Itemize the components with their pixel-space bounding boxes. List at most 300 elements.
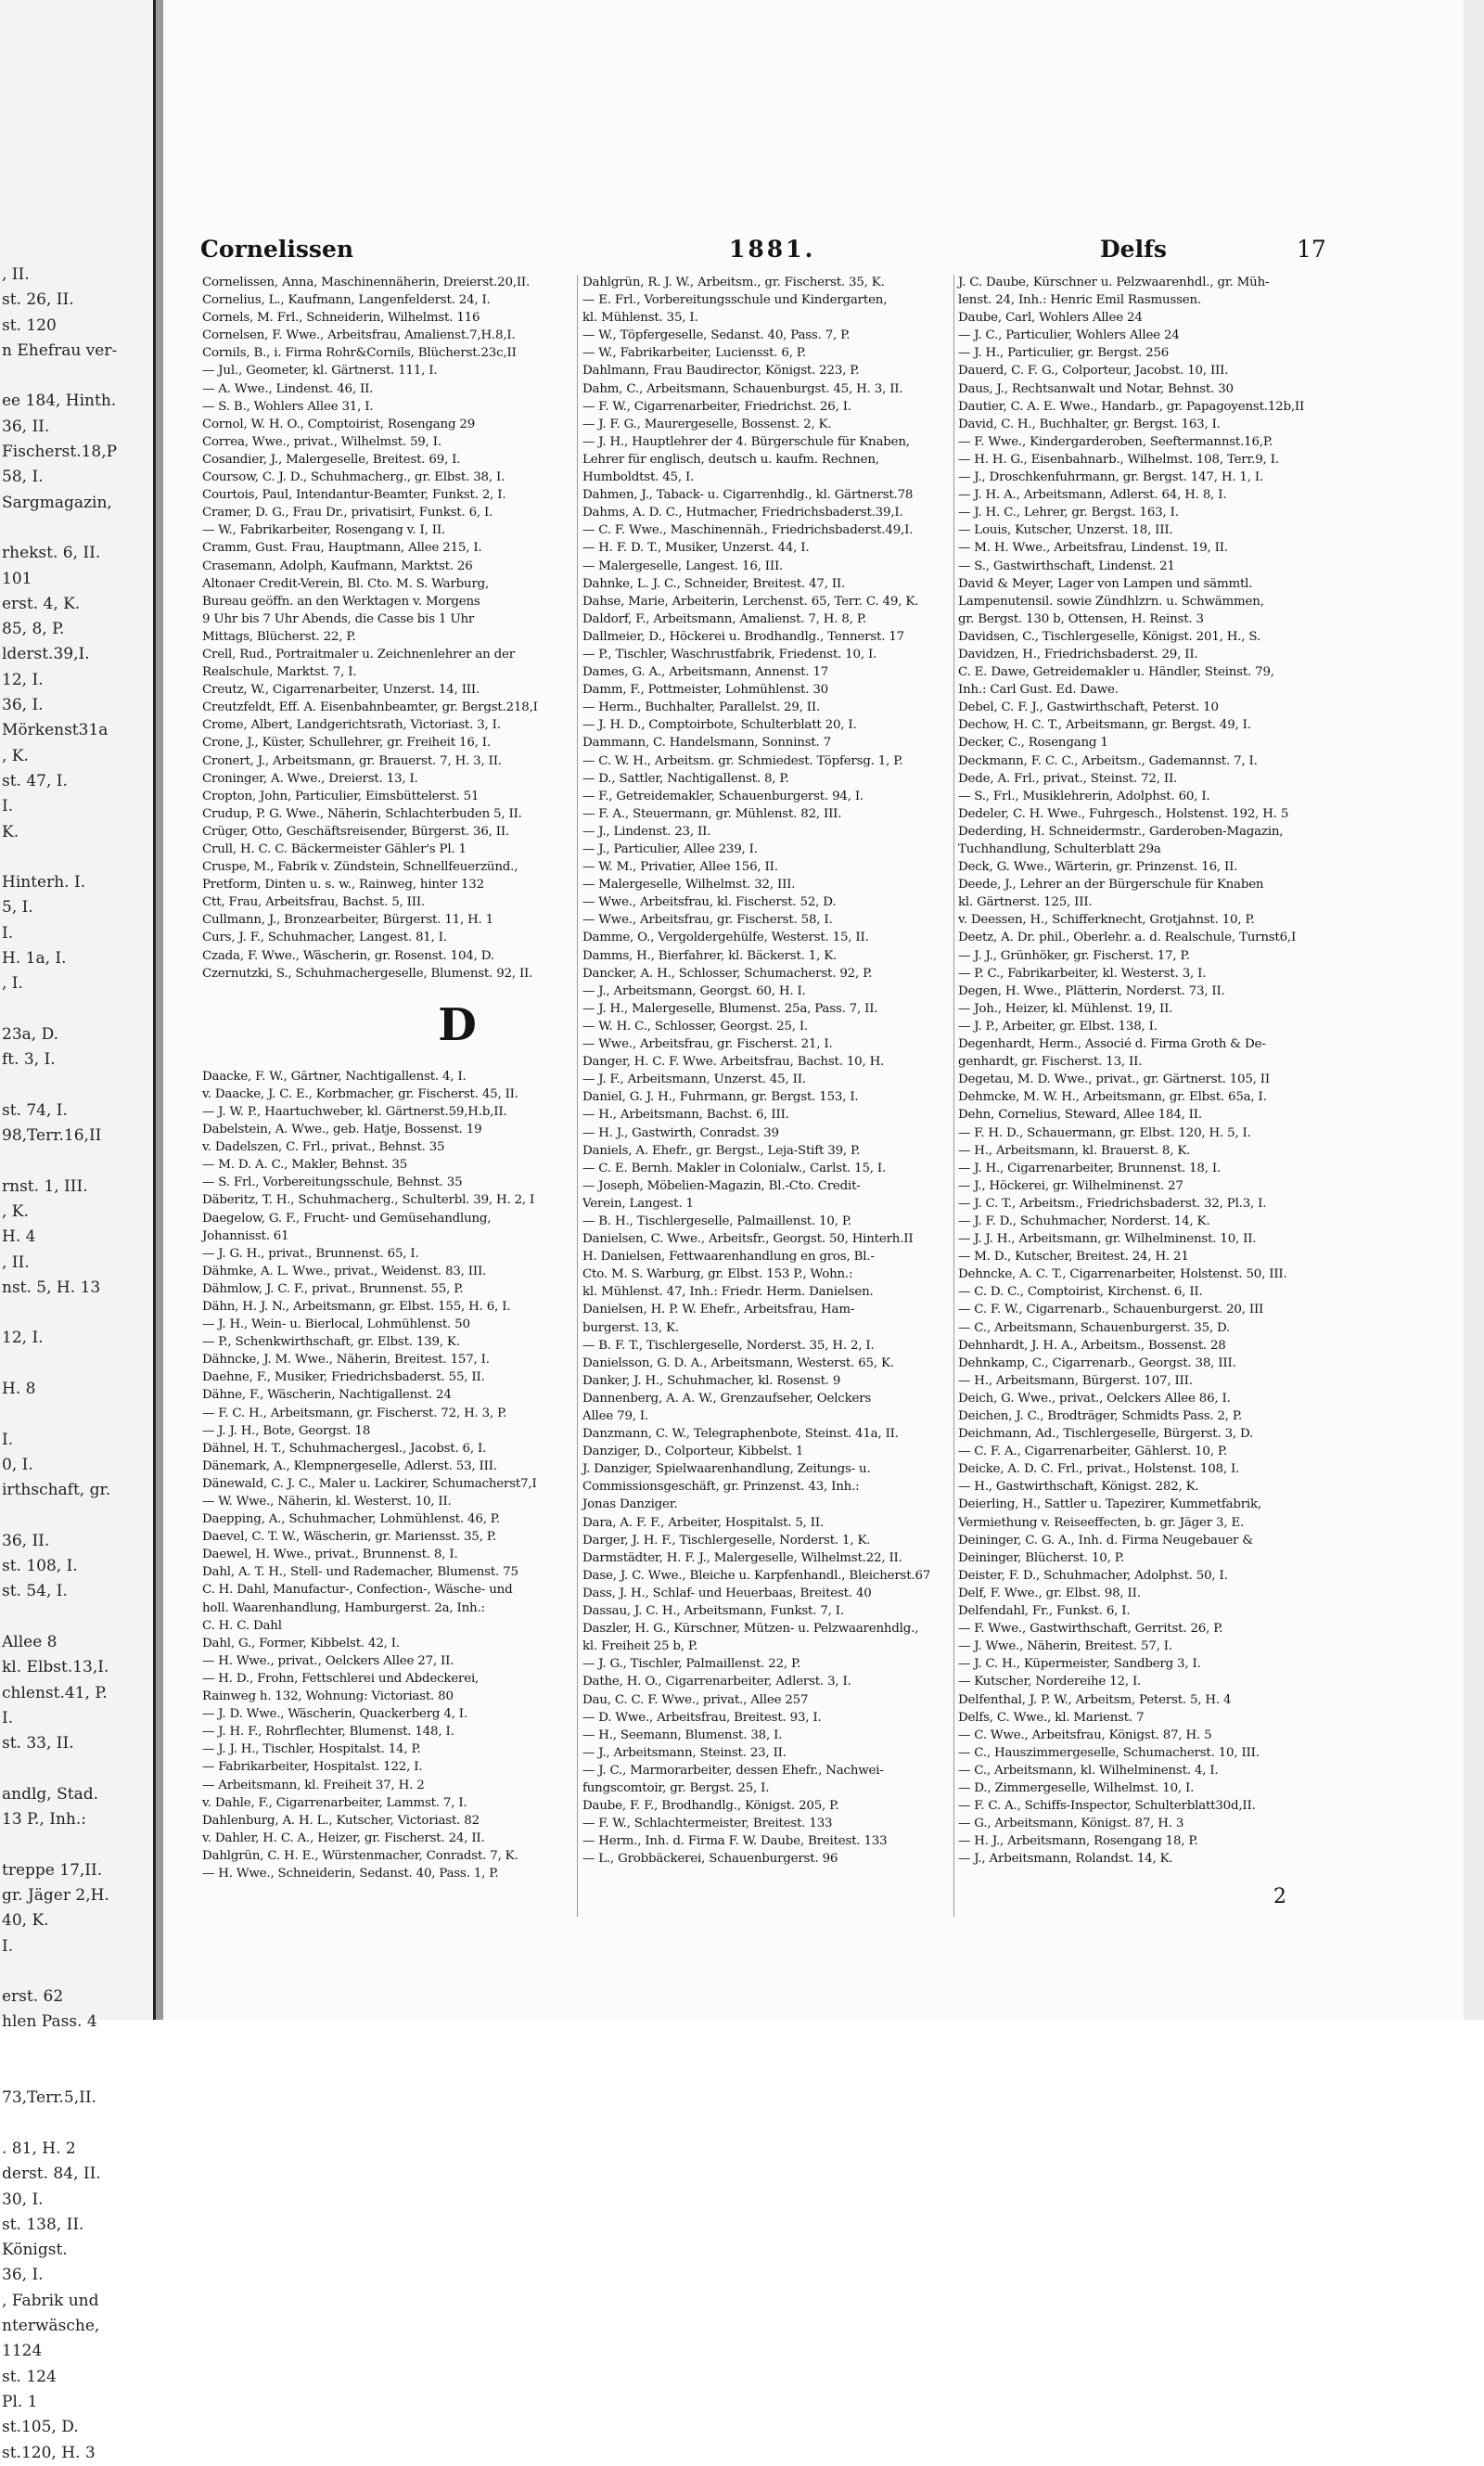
directory-entry: Tuchhandlung, Schulterblatt 29a: [958, 842, 1161, 856]
directory-entry: Johannisst. 61: [202, 1228, 289, 1243]
directory-entry: David, C. H., Buchhalter, gr. Bergst. 163, I.: [958, 417, 1221, 431]
directory-entry: Deetz, A. Dr. phil., Oberlehr. a. d. Realschule, Turnst6,I: [958, 931, 1297, 945]
previous-page-line: st.105, D.: [2, 2418, 79, 2437]
directory-entry: Dass, J. H., Schlaf- und Heuerbaas, Breitest. 40: [582, 1586, 872, 1600]
directory-entry: — H., Arbeitsmann, Bachst. 6, III.: [582, 1108, 789, 1123]
directory-entry: — J. H. D., Comptoirbote, Schulterblatt 20, I.: [582, 718, 857, 733]
directory-entry: — J. G., Tischler, Palmaillenst. 22, P.: [582, 1657, 801, 1672]
directory-entry: — J., Höckerei, gr. Wilhelminenst. 27: [958, 1178, 1183, 1193]
directory-entry: — Joh., Heizer, kl. Mühlenst. 19, II.: [958, 1001, 1173, 1016]
directory-entry: — S., Gastwirthschaft, Lindenst. 21: [958, 559, 1175, 573]
previous-page-line: [0, 1073, 117, 1098]
directory-entry: — J. H., Particulier, gr. Bergst. 256: [958, 346, 1170, 361]
directory-entry: — C., Arbeitsmann, Schauenburgerst. 35, D.: [958, 1320, 1231, 1335]
directory-entry: — W. Wwe., Näherin, kl. Westerst. 10, II.: [202, 1495, 452, 1509]
directory-entry: Däberitz, T. H., Schuhmacherg., Schulterbl. 39, H. 2, I: [202, 1193, 535, 1208]
directory-entry: — J. J., Grünhöker, gr. Fischerst. 17, P.: [958, 948, 1190, 963]
directory-entry: — J., Arbeitsmann, Steinst. 23, II.: [582, 1745, 787, 1760]
directory-entry: — P., Schenkwirthschaft, gr. Elbst. 139, K.: [202, 1335, 460, 1350]
directory-entry: — J. C. T., Arbeitsm., Friedrichsbaderst. 32, Pl.3, I.: [958, 1196, 1267, 1211]
directory-entry: — Wwe., Arbeitsfrau, kl. Fischerst. 52, D.: [582, 895, 837, 910]
directory-entry: — C. E. Bernh. Makler in Colonialw., Carlst. 15, I.: [582, 1161, 887, 1175]
directory-entry: Jonas Danziger.: [582, 1497, 678, 1512]
directory-entry: Dauerd, C. F. G., Colporteur, Jacobst. 10, III.: [958, 364, 1229, 379]
previous-page-line: hlen Pass. 4: [2, 2012, 97, 2032]
directory-entry: — E. Frl., Vorbereitungsschule und Kindergarten,: [582, 293, 888, 308]
directory-entry: — M. D. A. C., Makler, Behnst. 35: [202, 1158, 408, 1173]
directory-entry: — J., Droschkenfuhrmann, gr. Bergst. 147, H. 1, I.: [958, 470, 1264, 485]
previous-page-fragment: [0, 0, 156, 2462]
directory-entry: — P., Tischler, Waschrustfabrik, Friedenst. 10, I.: [582, 647, 877, 661]
directory-entry: Daniel, G. J. H., Fuhrmann, gr. Bergst. 153, I.: [582, 1090, 859, 1105]
directory-page: [163, 0, 1484, 2020]
previous-page-line: Fischerst.18,P: [2, 443, 118, 462]
directory-entry: Croninger, A. Wwe., Dreierst. 13, I.: [202, 771, 418, 786]
directory-entry: Dahlgrün, C. H. E., Würstenmacher, Conradst. 7, K.: [202, 1848, 518, 1863]
previous-page-line: [0, 1301, 117, 1326]
directory-entry: Dehncke, A. C. T., Cigarrenarbeiter, Holstenst. 50, III.: [958, 1267, 1287, 1282]
previous-page-line: 1124: [2, 2342, 43, 2361]
directory-entry: Cramm, Gust. Frau, Hauptmann, Allee 215, I.: [202, 541, 482, 556]
directory-entry: — F. C. A., Schiffs-Inspector, Schulterblatt30d,II.: [958, 1799, 1256, 1814]
directory-entry: — Kutscher, Nordereihe 12, I.: [958, 1675, 1142, 1689]
directory-entry: Dähne, F., Wäscherin, Nachtigallenst. 24: [202, 1388, 452, 1403]
directory-entry: genhardt, gr. Fischerst. 13, II.: [958, 1055, 1143, 1070]
directory-entry: Dahnke, L. J. C., Schneider, Breitest. 47, II.: [582, 576, 846, 591]
directory-entry: — J. H. F., Rohrflechter, Blumenst. 148, I.: [202, 1725, 454, 1740]
directory-entry: Deck, G. Wwe., Wärterin, gr. Prinzenst. 16, II.: [958, 860, 1238, 875]
previous-page-line: 23a, D.: [2, 1024, 59, 1044]
column-3: [958, 274, 1318, 1972]
directory-entry: — J. W. P., Haartuchweber, kl. Gärtnerst.59,H.b,II.: [202, 1104, 507, 1119]
directory-entry: Daube, Carl, Wohlers Allee 24: [958, 311, 1143, 326]
directory-entry: — C. W. H., Arbeitsm. gr. Schmiedest. Töpfersg. 1, P.: [582, 753, 903, 768]
directory-entry: Curs, J. F., Schuhmacher, Langest. 81, I.: [202, 931, 447, 945]
directory-entry: Daepping, A., Schuhmacher, Lohmühlenst. 46, P.: [202, 1512, 500, 1527]
previous-page-line: [0, 516, 117, 541]
directory-entry: — D., Zimmergeselle, Wilhelmst. 10, I.: [958, 1780, 1195, 1795]
previous-page-line: st. 108, I.: [2, 1557, 78, 1576]
directory-entry: Cornelius, L., Kaufmann, Langenfelderst. 24, I.: [202, 293, 491, 308]
directory-entry: — M. D., Kutscher, Breitest. 24, H. 21: [958, 1250, 1189, 1265]
previous-page-line: Sargmagazin,: [2, 493, 112, 512]
directory-entry: — C., Arbeitsmann, kl. Wilhelminenst. 4, I.: [958, 1763, 1219, 1778]
previous-page-line: [0, 1605, 117, 1630]
previous-page-line: st. 47, I.: [2, 771, 68, 790]
directory-entry: — H. D., Frohn, Fettschlerei und Abdeckerei,: [202, 1671, 480, 1686]
directory-entry: — J. D. Wwe., Wäscherin, Quackerberg 4, I.: [202, 1707, 467, 1722]
directory-entry: Rainweg h. 132, Wohnung: Victoriast. 80: [202, 1689, 454, 1704]
directory-entry: Darmstädter, H. F. J., Malergeselle, Wilhelmst.22, II.: [582, 1550, 902, 1565]
directory-entry: Damms, H., Bierfahrer, kl. Bäckerst. 1, K.: [582, 948, 838, 963]
directory-entry: Commissionsgeschäft, gr. Prinzenst. 43, Inh.:: [582, 1480, 860, 1495]
previous-page-line: 73,Terr.5,II.: [2, 2088, 96, 2108]
previous-page-line: lderst.39,I.: [2, 645, 90, 664]
directory-entry: — B. H., Tischlergeselle, Palmaillenst. 10, P.: [582, 1214, 851, 1228]
previous-page-line: , K.: [2, 1201, 29, 1221]
directory-entry: kl. Mühlenst. 35, I.: [582, 311, 698, 326]
directory-entry: — J. H. A., Arbeitsmann, Adlerst. 64, H. 8, I.: [958, 488, 1227, 503]
previous-page-line: Hinterh. I.: [2, 873, 86, 893]
previous-page-line: erst. 4, K.: [2, 594, 81, 613]
directory-entry: Danielsson, G. D. A., Arbeitsmann, Westerst. 65, K.: [582, 1355, 894, 1370]
directory-entry: — C. D. C., Comptoirist, Kirchenst. 6, II.: [958, 1285, 1203, 1300]
previous-page-line: Königst.: [2, 2241, 68, 2260]
previous-page-line: irthschaft, gr.: [2, 1481, 111, 1500]
previous-page-line: , II.: [2, 1252, 30, 1272]
previous-page-line: ee 184, Hinth.: [2, 392, 117, 411]
directory-entry: — Louis, Kutscher, Unzerst. 18, III.: [958, 523, 1173, 538]
directory-entry: Dahlenburg, A. H. L., Kutscher, Victoriast. 82: [202, 1813, 480, 1828]
directory-entry: — C. Wwe., Arbeitsfrau, Königst. 87, H. 5: [958, 1727, 1212, 1742]
directory-entry: — J. J. H., Tischler, Hospitalst. 14, P.: [202, 1742, 421, 1757]
directory-entry: Vermiethung v. Reiseeffecten, b. gr. Jäger 3, E.: [958, 1515, 1245, 1530]
directory-entry: — H. H. G., Eisenbahnarb., Wilhelmst. 108, Terr.9, I.: [958, 452, 1279, 467]
directory-entry: — Malergeselle, Wilhelmst. 32, III.: [582, 878, 796, 893]
directory-entry: Damme, O., Vergoldergehülfe, Westerst. 15, II.: [582, 931, 869, 945]
directory-entry: Dannenberg, A. A. W., Grenzaufseher, Oelckers: [582, 1391, 872, 1406]
previous-page-line: [0, 1149, 117, 1174]
directory-entry: Dänewald, C. J. C., Maler u. Lackirer, Schumacherst7,I: [202, 1476, 537, 1491]
directory-entry: Dederding, H. Schneidermstr., Garderoben-Magazin,: [958, 824, 1284, 839]
previous-page-line: 98,Terr.16,II: [2, 1126, 102, 1146]
previous-page-line: 30, I.: [2, 2190, 44, 2209]
directory-entry: — Malergeselle, Langest. 16, III.: [582, 559, 784, 573]
directory-entry: lenst. 24, Inh.: Henric Emil Rasmussen.: [958, 293, 1201, 308]
directory-entry: Davidsen, C., Tischlergeselle, Königst. 201, H., S.: [958, 629, 1260, 644]
directory-entry: — J. G. H., privat., Brunnenst. 65, I.: [202, 1246, 419, 1261]
directory-entry: Dähncke, J. M. Wwe., Näherin, Breitest. 157, I.: [202, 1353, 490, 1368]
directory-entry: Delfendahl, Fr., Funkst. 6, I.: [958, 1604, 1131, 1619]
directory-entry: — C. F. A., Cigarrenarbeiter, Gählerst. 10, P.: [958, 1445, 1228, 1459]
previous-page-line: erst. 62: [2, 1987, 64, 2007]
directory-entry: Creutzfeldt, Eff. A. Eisenbahnbeamter, gr. Bergst.218,I: [202, 700, 538, 715]
directory-entry: Dänemark, A., Klempnergeselle, Adlerst. 53, III.: [202, 1458, 497, 1473]
directory-entry: v. Daacke, J. C. E., Korbmacher, gr. Fischerst. 45, II.: [202, 1086, 518, 1101]
previous-page-line: 0, I.: [2, 1455, 33, 1474]
book-gutter: [156, 0, 163, 2020]
directory-entry: Degenhardt, Herm., Associé d. Firma Groth & De-: [958, 1037, 1266, 1052]
directory-entry: Daewel, H. Wwe., privat., Brunnenst. 8, I.: [202, 1548, 458, 1562]
directory-entry: Cornelissen, Anna, Maschinennäherin, Dreierst.20,II.: [202, 276, 531, 289]
directory-entry: Courtois, Paul, Intendantur-Beamter, Funkst. 2, I.: [202, 488, 506, 503]
directory-entry: — W., Fabrikarbeiter, Luciensst. 6, P.: [582, 346, 806, 361]
directory-entry: Dahms, A. D. C., Hutmacher, Friedrichsbaderst.39,I.: [582, 506, 903, 520]
directory-entry: Crasemann, Adolph, Kaufmann, Marktst. 26: [202, 559, 473, 573]
directory-entry: — J., Particulier, Allee 239, I.: [582, 842, 758, 856]
directory-entry: Daszler, H. G., Kürschner, Mützen- u. Pelzwaarenhdlg.,: [582, 1622, 919, 1637]
directory-entry: Dancker, A. H., Schlosser, Schumacherst. 92, P.: [582, 966, 873, 981]
directory-entry: Dahse, Marie, Arbeiterin, Lerchenst. 65, Terr. C. 49, K.: [582, 594, 919, 609]
previous-page-line: gr. Jäger 2,H.: [2, 1886, 109, 1905]
directory-entry: Danziger, D., Colporteur, Kibbelst. 1: [582, 1445, 804, 1459]
previous-page-line: st. 74, I.: [2, 1100, 68, 1120]
directory-entry: — F. Wwe., Kindergarderoben, Seeftermannst.16,P.: [958, 434, 1273, 449]
directory-entry: Crüger, Otto, Geschäftsreisender, Bürgerst. 36, II.: [202, 824, 510, 839]
directory-entry: Dahmen, J., Taback- u. Cigarrenhdlg., kl. Gärtnerst.78: [582, 488, 914, 503]
directory-entry: kl. Mühlenst. 47, Inh.: Friedr. Herm. Danielsen.: [582, 1285, 874, 1300]
directory-entry: — W. H. C., Schlosser, Georgst. 25, I.: [582, 1019, 808, 1034]
previous-page-line: [0, 364, 117, 389]
directory-entry: David & Meyer, Lager von Lampen und sämmtl.: [958, 576, 1253, 591]
directory-entry: — H. F. D. T., Musiker, Unzerst. 44, I.: [582, 541, 810, 556]
directory-entry: Cronert, J., Arbeitsmann, gr. Brauerst. 7, H. 3, II.: [202, 753, 502, 768]
directory-entry: — J. F. G., Maurergeselle, Bossenst. 2, K.: [582, 417, 832, 431]
directory-entry: — D. Wwe., Arbeitsfrau, Breitest. 93, I.: [582, 1710, 822, 1725]
directory-entry: — Herm., Buchhalter, Parallelst. 29, II.: [582, 700, 821, 715]
previous-page-line: , I.: [2, 974, 23, 994]
previous-page-line: 12, I.: [2, 670, 44, 689]
previous-page-line: 85, 8, P.: [2, 620, 65, 639]
previous-page-line: , II.: [2, 265, 30, 284]
previous-page-line: rhekst. 6, II.: [2, 544, 101, 563]
column-1: [202, 274, 601, 1972]
directory-entry: Damm, F., Pottmeister, Lohmühlenst. 30: [582, 683, 828, 698]
directory-entry: Debel, C. F. J., Gastwirthschaft, Peterst. 10: [958, 700, 1219, 715]
directory-entry: Degen, H. Wwe., Plätterin, Norderst. 73, II.: [958, 983, 1225, 998]
directory-entry: Daldorf, F., Arbeitsmann, Amalienst. 7, H. 8, P.: [582, 611, 866, 626]
previous-page-line: [0, 1757, 117, 1782]
directory-entry: Crull, H. C. C. Bäckermeister Gähler's Pl. 1: [202, 842, 467, 856]
directory-entry: fungscomtoir, gr. Bergst. 25, I.: [582, 1780, 770, 1795]
directory-entry: Czernutzki, S., Schuhmachergeselle, Blumenst. 92, II.: [202, 966, 533, 981]
directory-entry: Dabelstein, A. Wwe., geb. Hatje, Bossenst. 19: [202, 1123, 482, 1137]
directory-entry: Dahl, G., Former, Kibbelst. 42, I.: [202, 1636, 400, 1650]
directory-entry: Degetau, M. D. Wwe., privat., gr. Gärtnerst. 105, II: [958, 1072, 1270, 1087]
previous-page-line: 36, II.: [2, 417, 50, 436]
directory-entry: — J. J. H., Arbeitsmann, gr. Wilhelminenst. 10, II.: [958, 1232, 1257, 1247]
directory-entry: — H., Seemann, Blumenst. 38, I.: [582, 1727, 783, 1742]
directory-entry: Creutz, W., Cigarrenarbeiter, Unzerst. 14, III.: [202, 683, 480, 698]
directory-entry: Dahlgrün, R. J. W., Arbeitsm., gr. Fischerst. 35, K.: [582, 276, 885, 289]
previous-page-line: [0, 1832, 117, 1857]
page-edge: [1464, 0, 1484, 2020]
directory-entry: — Wwe., Arbeitsfrau, gr. Fischerst. 58, I.: [582, 913, 833, 928]
directory-entry: — J. F. D., Schuhmacher, Norderst. 14, K.: [958, 1214, 1210, 1228]
previous-page-line: I.: [2, 1708, 14, 1727]
section-letter: D: [438, 998, 477, 1051]
directory-entry: Pretform, Dinten u. s. w., Rainweg, hinter 132: [202, 878, 484, 893]
directory-entry: Deininger, C. G. A., Inh. d. Firma Neugebauer &: [958, 1533, 1253, 1548]
previous-page-line: [0, 2061, 117, 2086]
directory-entry: Delfs, C. Wwe., kl. Marienst. 7: [958, 1710, 1145, 1725]
directory-entry: — C. F. W., Cigarrenarb., Schauenburgerst. 20, III: [958, 1303, 1264, 1317]
directory-entry: — J., Lindenst. 23, II.: [582, 824, 711, 839]
previous-page-line: [0, 1504, 117, 1529]
directory-entry: Deicke, A. D. C. Frl., privat., Holstenst. 108, I.: [958, 1462, 1240, 1477]
previous-page-line: H. 8: [2, 1380, 36, 1399]
previous-page-line: 36, II.: [2, 1531, 50, 1550]
previous-page-line: st. 124: [2, 2367, 57, 2386]
directory-entry: — C. F. Wwe., Maschinennäh., Friedrichsbaderst.49,I.: [582, 523, 914, 538]
previous-page-line: kl. Elbst.13,I.: [2, 1658, 109, 1677]
directory-entry: Danker, J. H., Schuhmacher, kl. Rosenst. 9: [582, 1373, 841, 1388]
directory-entry: Dehmcke, M. W. H., Arbeitsmann, gr. Elbst. 65a, I.: [958, 1090, 1267, 1105]
previous-page-line: 12, I.: [2, 1329, 44, 1348]
directory-entry: Cornol, W. H. O., Comptoirist, Rosengang 29: [202, 417, 476, 431]
previous-page-line: 13 P., Inh.:: [2, 1810, 86, 1830]
directory-entry: Mittags, Blücherst. 22, P.: [202, 629, 356, 644]
directory-entry: Deichmann, Ad., Tischlergeselle, Bürgerst. 3, D.: [958, 1427, 1254, 1442]
directory-entry: — H., Arbeitsmann, kl. Brauerst. 8, K.: [958, 1143, 1191, 1158]
directory-entry: Danielsen, C. Wwe., Arbeitsfr., Georgst. 50, Hinterh.II: [582, 1232, 914, 1247]
directory-entry: Realschule, Marktst. 7, I.: [202, 665, 357, 680]
directory-entry: — H., Gastwirthschaft, Königst. 282, K.: [958, 1480, 1199, 1495]
directory-entry: gr. Bergst. 130 b, Ottensen, H. Reinst. 3: [958, 611, 1204, 626]
directory-entry: Delf, F. Wwe., gr. Elbst. 98, II.: [958, 1586, 1141, 1600]
previous-page-line: I.: [2, 797, 14, 816]
directory-entry: — J., Arbeitsmann, Georgst. 60, H. I.: [582, 983, 806, 998]
directory-entry: — L., Grobbäckerei, Schauenburgerst. 96: [582, 1852, 838, 1867]
previous-page-line: 36, I.: [2, 2266, 44, 2285]
directory-entry: — F. W., Schlachtermeister, Breitest. 133: [582, 1817, 833, 1831]
previous-page-line: n Ehefrau ver-: [2, 340, 118, 360]
directory-entry: — Arbeitsmann, kl. Freiheit 37, H. 2: [202, 1778, 425, 1792]
directory-entry: Crell, Rud., Portraitmaler u. Zeichnenlehrer an der: [202, 647, 515, 661]
directory-entry: 9 Uhr bis 7 Uhr Abends, die Casse bis 1 Uhr: [202, 611, 475, 626]
directory-entry: — Joseph, Möbelien-Magazin, Bl.-Cto. Credit-: [582, 1178, 861, 1193]
previous-page-line: 58, I.: [2, 468, 44, 487]
directory-entry: — J. C., Particulier, Wohlers Allee 24: [958, 328, 1180, 343]
directory-entry: Dahm, C., Arbeitsmann, Schauenburgst. 45, H. 3, II.: [582, 381, 903, 396]
previous-page-line: [0, 2112, 117, 2137]
previous-page-line: st. 120: [2, 315, 57, 335]
previous-page-line: Allee 8: [2, 1633, 58, 1652]
directory-entry: Dedeler, C. H. Wwe., Fuhrgesch., Holstenst. 192, H. 5: [958, 806, 1289, 821]
directory-entry: Daube, F. F., Brodhandlg., Königst. 205, P.: [582, 1799, 839, 1814]
directory-entry: Cramer, D. G., Frau Dr., privatisirt, Funkst. 6, I.: [202, 506, 493, 520]
directory-entry: — H. Wwe., privat., Oelckers Allee 27, II.: [202, 1653, 454, 1668]
directory-entry: Daegelow, G. F., Frucht- und Gemüsehandlung,: [202, 1211, 492, 1226]
directory-entry: — F. W., Cigarrenarbeiter, Friedrichst. 26, I.: [582, 399, 851, 414]
previous-page-line: [0, 1402, 117, 1427]
directory-entry: — Herm., Inh. d. Firma F. W. Daube, Breitest. 133: [582, 1834, 888, 1849]
directory-entry: kl. Gärtnerst. 125, III.: [958, 895, 1093, 910]
directory-entry: kl. Freiheit 25 b, P.: [582, 1639, 698, 1654]
directory-entry: — J. J. H., Bote, Georgst. 18: [202, 1423, 371, 1438]
footer-signature-number: 2: [1273, 1885, 1286, 1908]
previous-page-line: K.: [2, 822, 19, 841]
directory-entry: — H. J., Arbeitsmann, Rosengang 18, P.: [958, 1834, 1198, 1849]
directory-entry: — G., Arbeitsmann, Königst. 87, H. 3: [958, 1817, 1184, 1831]
directory-entry: Davidzen, H., Friedrichsbaderst. 29, II.: [958, 647, 1198, 661]
directory-entry: — F. H. D., Schauermann, gr. Elbst. 120, H. 5, I.: [958, 1125, 1251, 1140]
directory-entry: J. Danziger, Spielwaarenhandlung, Zeitungs- u.: [582, 1462, 871, 1477]
directory-entry: — F., Getreidemakler, Schauenburgerst. 94, I.: [582, 789, 864, 803]
directory-entry: Danielsen, H. P. W. Ehefr., Arbeitsfrau, Ham-: [582, 1303, 855, 1317]
directory-entry: Darger, J. H. F., Tischlergeselle, Norderst. 1, K.: [582, 1533, 871, 1548]
directory-entry: — J. Wwe., Näherin, Breitest. 57, I.: [958, 1639, 1172, 1654]
directory-entry: — J. H., Wein- u. Bierlocal, Lohmühlenst. 50: [202, 1317, 470, 1332]
directory-entry: — A. Wwe., Lindenst. 46, II.: [202, 381, 374, 396]
directory-entry: Correa, Wwe., privat., Wilhelmst. 59, I.: [202, 434, 441, 449]
directory-entry: v. Dahle, F., Cigarrenarbeiter, Lammst. 7, I.: [202, 1795, 467, 1810]
directory-entry: — D., Sattler, Nachtigallenst. 8, P.: [582, 771, 789, 786]
previous-page-line: [0, 1959, 117, 1984]
directory-entry: Dahl, A. T. H., Stell- und Rademacher, Blumenst. 75: [202, 1565, 518, 1580]
previous-page-lines: [0, 263, 117, 2466]
previous-page-line: treppe 17,II.: [2, 1860, 103, 1880]
directory-entry: Coursow, C. J. D., Schuhmacherg., gr. Elbst. 38, I.: [202, 470, 505, 485]
previous-page-line: H. 4: [2, 1227, 36, 1247]
directory-entry: Daniels, A. Ehefr., gr. Bergst., Leja-Stift 39, P.: [582, 1143, 861, 1158]
previous-page-line: Mörkenst31a: [2, 721, 109, 740]
directory-entry: Cornels, M. Frl., Schneiderin, Wilhelmst. 116: [202, 311, 480, 326]
directory-entry: C. H. C. Dahl: [202, 1618, 282, 1633]
directory-entry: — B. F. T., Tischlergeselle, Norderst. 35, H. 2, I.: [582, 1338, 875, 1353]
directory-entry: Ctt, Frau, Arbeitsfrau, Bachst. 5, III.: [202, 895, 425, 910]
column-divider: [953, 275, 954, 1917]
previous-page-line: st. 33, II.: [2, 1734, 74, 1753]
directory-entry: Cornelsen, F. Wwe., Arbeitsfrau, Amalienst.7,H.8,I.: [202, 328, 516, 343]
previous-page-line: [0, 845, 117, 870]
previous-page-line: . 81, H. 2: [2, 2138, 76, 2158]
directory-entry: Czada, F. Wwe., Wäscherin, gr. Rosenst. 104, D.: [202, 948, 494, 963]
previous-page-line: , K.: [2, 746, 29, 765]
directory-entry: C. H. Dahl, Manufactur-, Confection-, Wäsche- und: [202, 1583, 513, 1598]
previous-page-line: andlg, Stad.: [2, 1784, 98, 1804]
directory-entry: Deckmann, F. C. C., Arbeitsm., Gademannst. 7, I.: [958, 753, 1258, 768]
directory-entry: Deininger, Blücherst. 10, P.: [958, 1550, 1124, 1565]
directory-entry: Crudup, P. G. Wwe., Näherin, Schlachterbuden 5, II.: [202, 806, 522, 821]
directory-entry: Deichen, J. C., Brodträger, Schmidts Pass. 2, P.: [958, 1409, 1243, 1423]
previous-page-line: derst. 84, II.: [2, 2164, 101, 2184]
directory-entry: Dallmeier, D., Höckerei u. Brodhandlg., Tennerst. 17: [582, 629, 904, 644]
directory-entry: Deede, J., Lehrer an der Bürgerschule für Knaben: [958, 878, 1264, 893]
directory-entry: Dehnhardt, J. H. A., Arbeitsm., Bossenst. 28: [958, 1338, 1226, 1353]
directory-entry: — S. Frl., Vorbereitungsschule, Behnst. 35: [202, 1175, 463, 1190]
directory-entry: v. Dahler, H. C. A., Heizer, gr. Fischerst. 24, II.: [202, 1830, 485, 1845]
directory-entry: Dase, J. C. Wwe., Bleiche u. Karpfenhandl., Bleicherst.67: [582, 1568, 931, 1583]
directory-entry: Inh.: Carl Gust. Ed. Dawe.: [958, 683, 1119, 698]
directory-entry: Cruspe, M., Fabrik v. Zündstein, Schnellfeuerzünd.,: [202, 860, 518, 875]
directory-entry: — F. A., Steuermann, gr. Mühlenst. 82, III.: [582, 806, 842, 821]
previous-page-line: I.: [2, 923, 14, 943]
directory-entry: Cullmann, J., Bronzearbeiter, Bürgerst. 11, H. 1: [202, 913, 493, 928]
directory-entry: — Jul., Geometer, kl. Gärtnerst. 111, I.: [202, 364, 438, 379]
directory-entry: — J. F., Arbeitsmann, Unzerst. 45, II.: [582, 1072, 806, 1087]
previous-page-line: I.: [2, 1430, 14, 1449]
directory-entry: Deich, G. Wwe., privat., Oelckers Allee 86, I.: [958, 1391, 1231, 1406]
directory-entry: Allee 79, I.: [582, 1409, 649, 1423]
directory-entry: — P. C., Fabrikarbeiter, kl. Westerst. 3, I.: [958, 966, 1207, 981]
directory-entry: Delfenthal, J. P. W., Arbeitsm, Peterst. 5, H. 4: [958, 1692, 1232, 1707]
directory-entry: Dede, A. Frl., privat., Steinst. 72, II.: [958, 771, 1178, 786]
directory-entry: Daehne, F., Musiker, Friedrichsbaderst. 55, II.: [202, 1370, 485, 1385]
directory-entry: — J. C. H., Küpermeister, Sandberg 3, I.: [958, 1657, 1201, 1672]
directory-entry: — J. C., Marmorarbeiter, dessen Ehefr., Nachwei-: [582, 1763, 884, 1778]
directory-entry: — W., Töpfergeselle, Sedanst. 40, Pass. 7, P.: [582, 328, 851, 343]
directory-entry: Dathe, H. O., Cigarrenarbeiter, Adlerst. 3, I.: [582, 1675, 851, 1689]
previous-page-line: H. 1a, I.: [2, 949, 67, 969]
directory-entry: Dähmlow, J. C. F., privat., Brunnenst. 55, P.: [202, 1281, 464, 1296]
directory-entry: burgerst. 13, K.: [582, 1320, 679, 1335]
previous-page-line: st. 138, II.: [2, 2215, 84, 2234]
directory-entry: Dähn, H. J. N., Arbeitsmann, gr. Elbst. 155, H. 6, I.: [202, 1299, 511, 1314]
directory-entry: Daacke, F. W., Gärtner, Nachtigallenst. 4, I.: [202, 1069, 467, 1084]
directory-entry: Crone, J., Küster, Schullehrer, gr. Freiheit 16, I.: [202, 736, 491, 751]
directory-entry: Dahlmann, Frau Baudirector, Königst. 223, P.: [582, 364, 860, 379]
previous-page-line: st.120, H. 3: [2, 2443, 96, 2462]
directory-entry: Cropton, John, Particulier, Eimsbüttelerst. 51: [202, 789, 480, 803]
previous-page-line: I.: [2, 1936, 14, 1956]
directory-entry: — H. J., Gastwirth, Conradst. 39: [582, 1125, 779, 1140]
directory-entry: Decker, C., Rosengang 1: [958, 736, 1108, 751]
directory-entry: — J. H., Hauptlehrer der 4. Bürgerschule für Knaben,: [582, 434, 910, 449]
previous-page-line: 36, I.: [2, 696, 44, 715]
directory-entry: — J. H., Malergeselle, Blumenst. 25a, Pass. 7, II.: [582, 1001, 878, 1016]
directory-entry: Cornils, B., i. Firma Rohr&Cornils, Blücherst.23c,II: [202, 346, 517, 361]
